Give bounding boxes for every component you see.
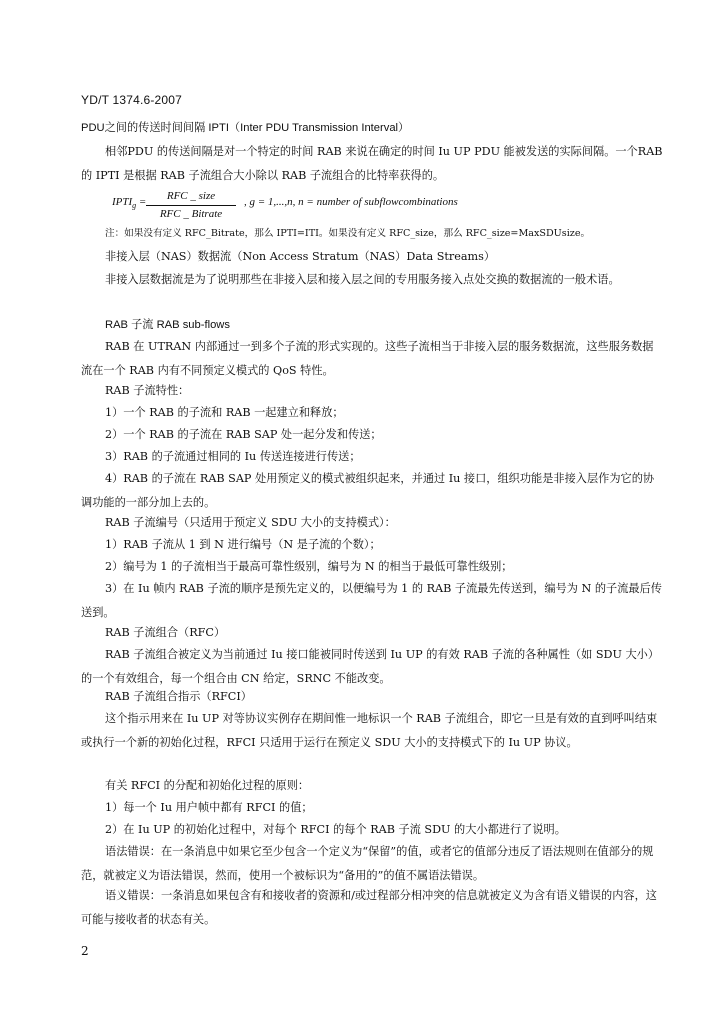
nas-heading: 非接入层（NAS）数据流（Non Access Stratum（NAS）Data Streams） [105, 250, 496, 263]
rfci-principles-label: 有关 RFCI 的分配和初始化过程的原则： [105, 779, 310, 792]
list-item: 2）一个 RAB 的子流在 RAB SAP 处一起分发和传送； [105, 428, 382, 441]
semantic-error-definition: 语义错误：一条消息如果包含有和接收者的资源和/或过程部分相冲突的信息就被定义为含有语义错误的内容，这可能与接收者的状态有关。 [81, 889, 657, 926]
list-item: 1）RAB 子流从 1 到 N 进行编号（N 是子流的个数）； [105, 538, 381, 551]
formula-range: , g = 1,...,n, n = number of subflowcombinations [244, 196, 458, 208]
rfc-definition: RAB 子流组合被定义为当前通过 Iu 接口能被同时传送到 Iu UP 的有效 RAB 子流的各种属性（如 SDU 大小）的一个有效组合，每一个组合由 CN 给定，SRNC 不能改变。 [81, 648, 660, 685]
list-item: 4）RAB 的子流在 RAB SAP 处用预定义的模式被组织起来，并通过 Iu 接口，组织功能是非接入层作为它的协调功能的一部分加上去的。 [81, 472, 655, 509]
rfci-definition: 这个指示用来在 Iu UP 对等协议实例存在期间惟一地标识一个 RAB 子流组合，即它一旦是有效的直到呼叫结束或执行一个新的初始化过程，RFCI 只适用于运行在预定义 SDU 大小的支持模式下的 Iu UP 协议。 [81, 712, 658, 749]
rfci-heading: RAB 子流组合指示（RFCI） [105, 690, 252, 703]
list-item: 1）每一个 Iu 用户帧中都有 RFCI 的值； [105, 801, 313, 814]
list-item: 2）编号为 1 的子流相当于最高可靠性级别，编号为 N 的相当于最低可靠性级别； [105, 560, 513, 573]
list-item: 3）RAB 的子流通过相同的 Iu 传送连接进行传送； [105, 450, 361, 463]
ipti-note: 注：如果没有定义 RFC_Bitrate，那么 IPTI=ITI。如果没有定义 RFC_size，那么 RFC_size=MaxSDUsize。 [105, 228, 591, 239]
ipti-heading: PDU之间的传送时间间隔 IPTI（Inter PDU Transmission Interval） [81, 122, 410, 134]
formula-numerator: RFC _ size [146, 188, 236, 206]
subflows-definition: RAB 在 UTRAN 内部通过一到多个子流的形式实现的。这些子流相当于非接入层的服务数据流，这些服务数据流在一个 RAB 内有不同预定义模式的 QoS 特性。 [81, 340, 654, 377]
list-item: 3）在 Iu 帧内 RAB 子流的顺序是预先定义的，以便编号为 1 的 RAB 子流最先传送到，编号为 N 的子流最后传送到。 [81, 582, 662, 619]
formula-fraction [146, 188, 236, 222]
formula-lhs: $IPTI_g$ = [112, 196, 147, 211]
formula-denominator: RFC _ Bitrate [159, 208, 223, 220]
rfc-heading: RAB 子流组合（RFC） [105, 626, 226, 639]
syntax-error-definition: 语法错误：在一条消息中如果它至少包含一个定义为“保留”的值，或者它的值部分违反了语法规则在值部分的规范，就被定义为语法错误，然而，使用一个被标识为“备用的”的值不属语法错误。 [81, 845, 654, 882]
list-item: 1）一个 RAB 的子流和 RAB 一起建立和释放； [105, 406, 344, 419]
standard-number: YD/T 1374.6-2007 [81, 93, 183, 107]
ipti-definition: 相邻PDU 的传送间隔是对一个特定的时间 RAB 来说在确定的时间 Iu UP PDU 能被发送的实际间隔。一个RAB 的 IPTI 是根据 RAB 子流组合大小除以 RAB 子流组合的比特率获得的。 [81, 145, 663, 182]
page-number: 2 [81, 944, 89, 958]
list-item: 2）在 Iu UP 的初始化过程中，对每个 RFCI 的每个 RAB 子流 SDU 的大小都进行了说明。 [105, 823, 566, 836]
subflows-characteristics-label: RAB 子流特性： [105, 384, 190, 397]
subflows-heading: RAB 子流 RAB sub-flows [105, 319, 230, 331]
nas-definition: 非接入层数据流是为了说明那些在非接入层和接入层之间的专用服务接入点处交换的数据流的一般术语。 [105, 273, 620, 286]
numbering-label: RAB 子流编号（只适用于预定义 SDU 大小的支持模式）： [105, 516, 396, 529]
